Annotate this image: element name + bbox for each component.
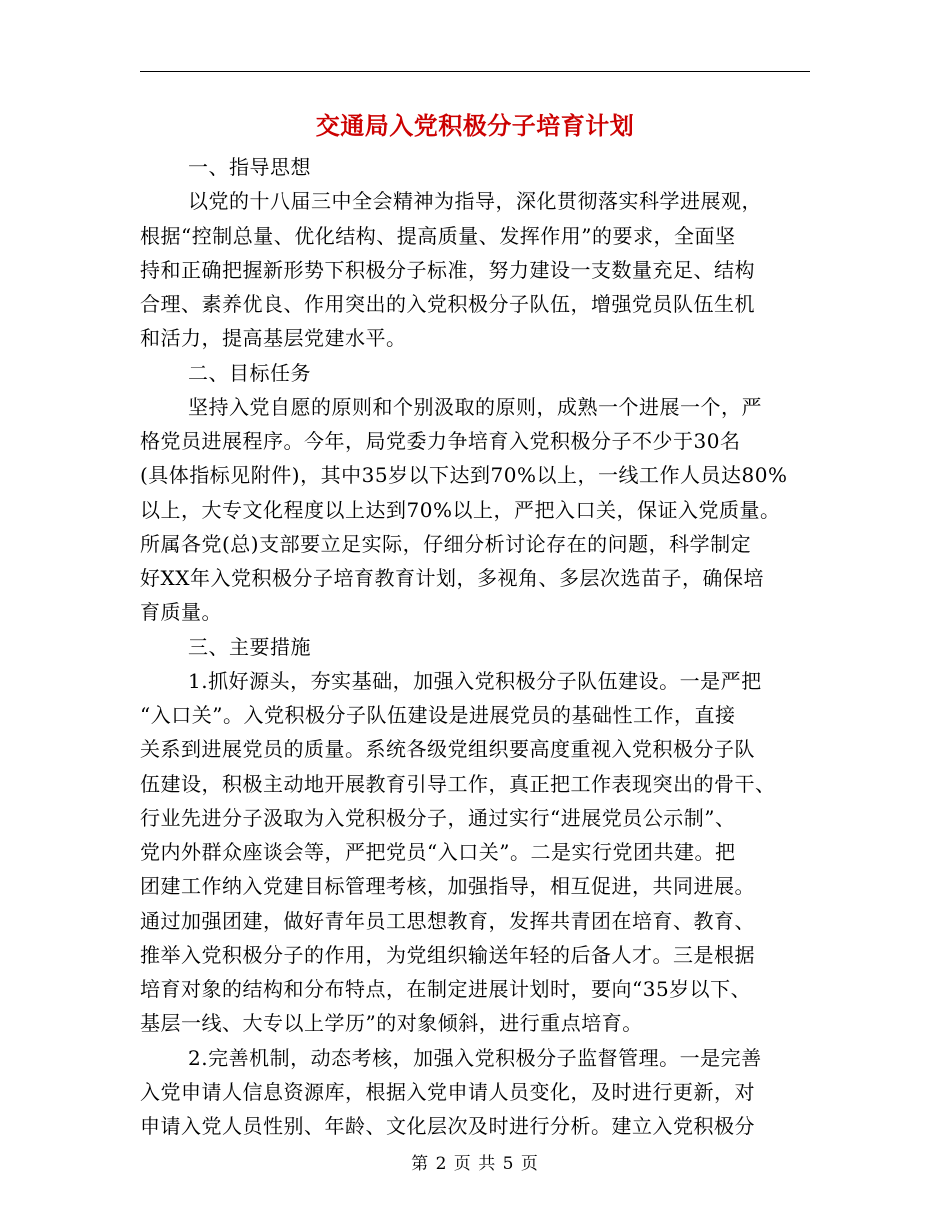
text-line-20: 行业先进分子汲取为入党积极分子，通过实行“进展党员公示制”、 xyxy=(140,805,736,830)
text-line-7: 二、目标任务 xyxy=(188,360,311,385)
text-line-6: 和活力，提高基层党建水平。 xyxy=(140,326,407,351)
text-line-10: (具体指标见附件)，其中35岁以下达到70%以上，一线工作人员达80% xyxy=(140,463,788,488)
text-line-13: 好XX年入党积极分子培育教育计划，多视角、多层次选苗子，确保培 xyxy=(140,566,764,590)
text-line-21: 党内外群众座谈会等，严把党员“入口关”。二是实行党团共建。把 xyxy=(140,840,736,864)
text-line-15: 三、主要措施 xyxy=(188,634,311,659)
text-line-19: 伍建设，积极主动地开展教育引导工作，真正把工作表现突出的骨干、 xyxy=(140,771,776,796)
document-body xyxy=(140,150,810,1143)
text-line-4: 持和正确把握新形势下积极分子标准，努力建设一支数量充足、结构 xyxy=(140,257,755,282)
text-line-12: 所属各党(总)支部要立足实际，仔细分析讨论存在的问题，科学制定 xyxy=(140,531,752,556)
text-line-26: 基层一线、大专以上学历”的对象倾斜，进行重点培育。 xyxy=(140,1011,643,1036)
text-line-22: 团建工作纳入党建目标管理考核，加强指导，相互促进，共同进展。 xyxy=(140,874,755,899)
text-line-29: 申请入党人员性别、年龄、文化层次及时进行分析。建立入党积极分 xyxy=(140,1114,755,1138)
text-line-16: 1.抓好源头，夯实基础，加强入党积极分子队伍建设。一是严把 xyxy=(188,668,762,693)
text-line-8: 坚持入党自愿的原则和个别汲取的原则，成熟一个进展一个，严 xyxy=(188,394,762,419)
text-line-25: 培育对象的结构和分布特点，在制定进展计划时，要向“35岁以下、 xyxy=(140,977,752,1001)
text-line-23: 通过加强团建，做好青年员工思想教育，发挥共青团在培育、教育、 xyxy=(140,908,755,933)
text-line-24: 推举入党积极分子的作用，为党组织输送年轻的后备人才。三是根据 xyxy=(140,942,755,967)
page-number-footer: 第 2 页 共 5 页 xyxy=(411,1154,539,1174)
text-line-27: 2.完善机制，动态考核，加强入党积极分子监督管理。一是完善 xyxy=(188,1045,762,1070)
text-line-28: 入党申请人信息资源库，根据入党申请人员变化，及时进行更新，对 xyxy=(140,1079,755,1104)
text-line-9: 格党员进展程序。今年，局党委力争培育入党积极分子不少于30名 xyxy=(140,429,741,453)
text-line-3: 根据“控制总量、优化结构、提高质量、发挥作用”的要求，全面坚 xyxy=(140,223,736,248)
document-title: 交通局入党积极分子培育计划 xyxy=(315,112,635,140)
text-line-17: “入口关”。入党积极分子队伍建设是进展党员的基础性工作，直接 xyxy=(140,703,736,727)
header-rule xyxy=(140,71,810,72)
text-line-1: 一、指导思想 xyxy=(188,155,311,179)
text-line-2: 以党的十八届三中全会精神为指导，深化贯彻落实科学进展观， xyxy=(188,189,762,214)
text-line-18: 关系到进展党员的质量。系统各级党组织要高度重视入党积极分子队 xyxy=(140,737,755,762)
text-line-5: 合理、素养优良、作用突出的入党积极分子队伍，增强党员队伍生机 xyxy=(140,292,755,316)
text-line-14: 育质量。 xyxy=(140,600,222,625)
text-line-11: 以上，大专文化程度以上达到70%以上，严把入口关，保证入党质量。 xyxy=(140,497,781,522)
